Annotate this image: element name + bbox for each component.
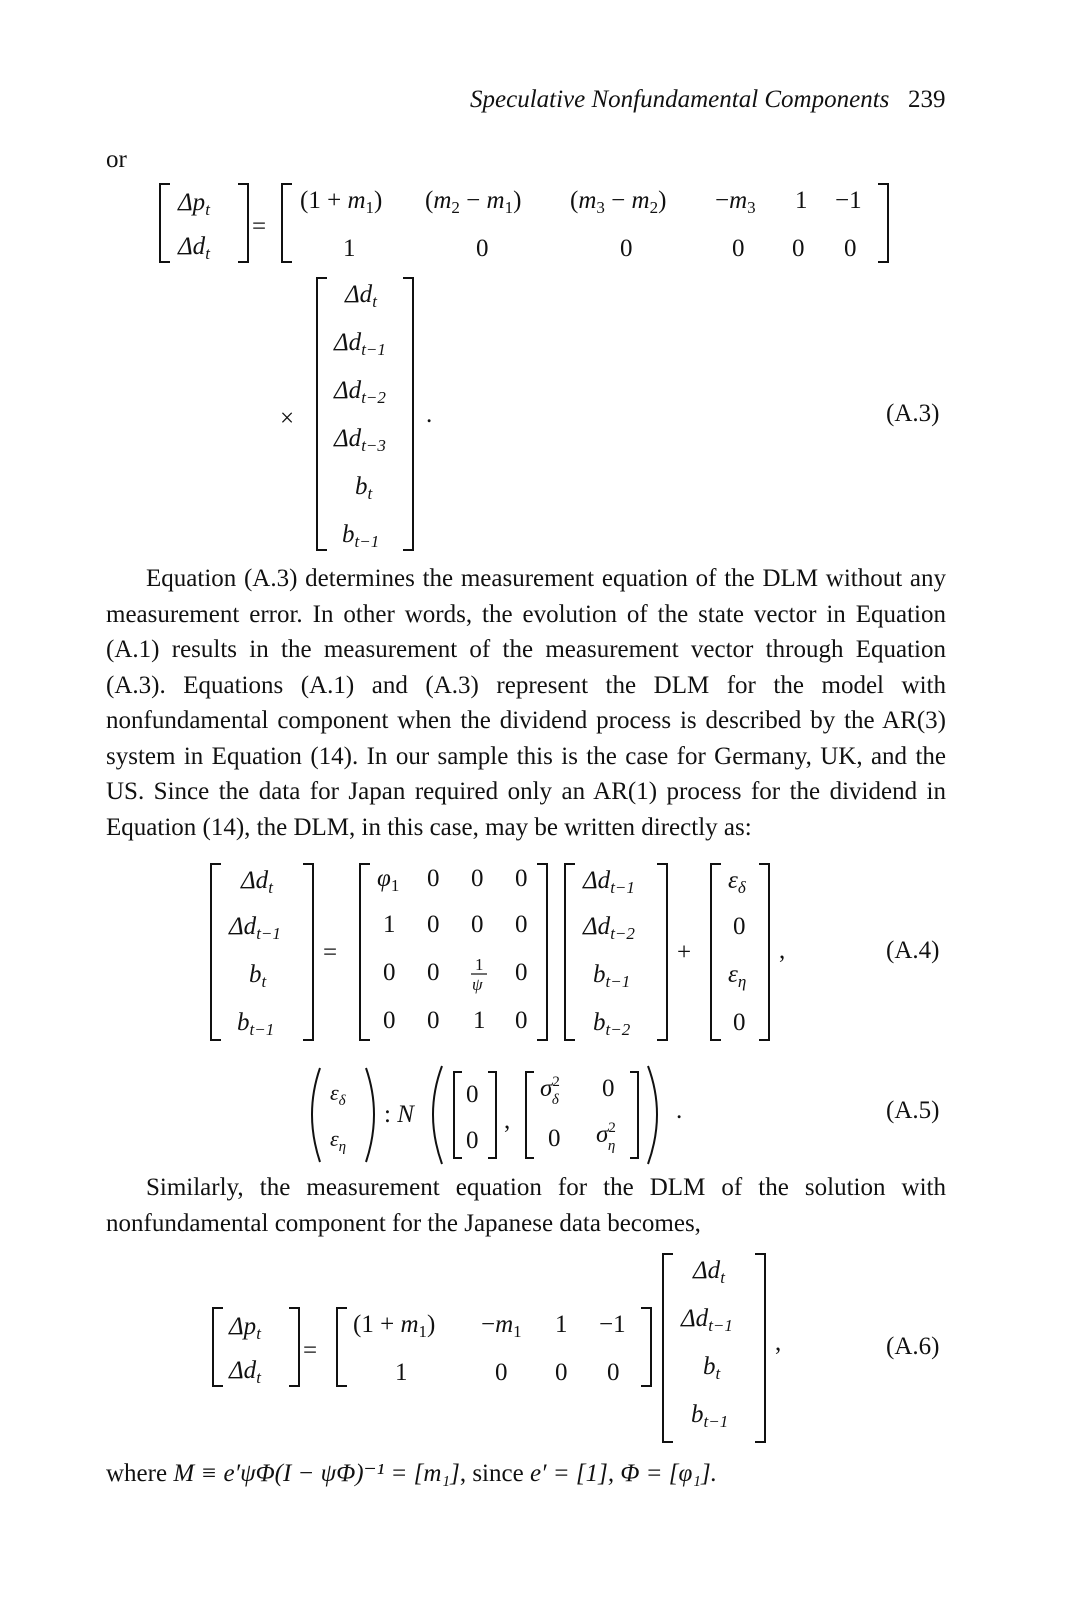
- matrix-a3-r2c4: 0: [732, 235, 745, 262]
- svg-text:0: 0: [607, 1359, 620, 1386]
- svg-text:0: 0: [383, 959, 396, 986]
- period: .: [426, 401, 433, 428]
- svg-text:0: 0: [548, 1125, 561, 1152]
- equation-number-a4: (A.4): [886, 937, 940, 964]
- matrix-a3-r2c6: 0: [844, 235, 857, 262]
- svg-text:,: ,: [504, 1107, 511, 1134]
- lhs-dp: $\Delta p_t$: [178, 189, 210, 219]
- times-sign: ×: [280, 405, 295, 432]
- matrix-a3-r2c2: 0: [476, 235, 489, 262]
- lhs-dd: $\Delta d_t$: [178, 233, 210, 263]
- closing-line: [106, 1458, 717, 1488]
- vec-a3-3: $\Delta d_{t-2}$: [334, 377, 386, 407]
- page-number: 239: [908, 86, 946, 113]
- closing-where: where: [106, 1460, 168, 1487]
- svg-text:0: 0: [733, 913, 746, 940]
- svg-text:0: 0: [427, 1007, 440, 1034]
- matrix-a3-r1c2: $(m_2 - m_1)$: [425, 187, 522, 217]
- equation-a4: [205, 858, 805, 1048]
- matrix-a3-r1c6: −1: [835, 187, 862, 214]
- equation-a5: [300, 1062, 700, 1172]
- svg-text:Δdt: $\Delta d_t$: [229, 1357, 261, 1387]
- equation-a6: [205, 1248, 805, 1448]
- svg-text:0: 0: [515, 1007, 528, 1034]
- matrix-a3-r1c1: $(1 + m_1)$: [300, 187, 383, 217]
- matrix-a3-r1c4: $-m_3$: [715, 187, 756, 217]
- svg-text:=: =: [303, 1337, 318, 1364]
- svg-text:0: 0: [555, 1359, 568, 1386]
- svg-text:,: ,: [775, 1329, 782, 1356]
- svg-text:−m1: $-m_1$: [481, 1311, 522, 1341]
- svg-text:1: 1: [383, 911, 396, 938]
- svg-text:εη: $\varepsilon_\eta$: [728, 961, 747, 991]
- svg-text:0: 0: [427, 865, 440, 892]
- equation-number-a6: (A.6): [886, 1333, 940, 1360]
- svg-text:0: 0: [427, 959, 440, 986]
- svg-text:+: +: [677, 939, 692, 966]
- vec-a3-5: $b_t$: [355, 473, 373, 503]
- equation-number-a3: (A.3): [886, 400, 940, 427]
- svg-text:.: .: [676, 1097, 683, 1124]
- svg-text:: N: : N: [384, 1101, 414, 1128]
- equation-a3: [150, 176, 890, 556]
- running-header: Speculative Nonfundamental Components: [470, 86, 890, 113]
- svg-text:Δdt−1: $\Delta d_{t-1}$: [583, 867, 635, 897]
- svg-text:0: 0: [466, 1127, 479, 1154]
- closing-tail: e′ = [1], Φ = [φ₁].: [529, 1460, 717, 1487]
- svg-text:Δdt−2: $\Delta d_{t-2}$: [583, 913, 635, 943]
- paragraph-2: [106, 1170, 946, 1241]
- svg-text:1: 1: [473, 1007, 486, 1034]
- svg-text:0: 0: [471, 865, 484, 892]
- svg-text:Δdt−1: $\Delta d_{t-1}$: [229, 913, 281, 943]
- paragraph-1: [106, 561, 946, 845]
- svg-text:bt−1: $b_{t-1}$: [237, 1009, 275, 1039]
- svg-text:0: 0: [495, 1359, 508, 1386]
- svg-text:0: 0: [515, 911, 528, 938]
- svg-text:σ2δ: $\sigma^2$ δ: [540, 1074, 560, 1108]
- paragraph-2-text: Similarly, the measurement equation for the DLM of the solution with nonfundamental component for the Japanese data becomes,: [106, 1174, 946, 1237]
- svg-text:ψ: ψ: [472, 975, 483, 994]
- equation-number-a5: (A.5): [886, 1097, 940, 1124]
- paragraph-1-text: Equation (A.3) determines the measurement equation of the DLM without any measurement error. In other words, the evolution of the state vector in Equation (A.1) results in the measurement of the measurement vector through Equation (A.3). Equations (A.1) and (A.3) represent the DLM for the model with nonfundamental component when the dividend process is described by the AR(3) system in Equation (14). In our sample this is the case for Germany, UK, and the US. Since the data for Japan required only an AR(1) process for the dividend in Equation (14), the DLM, in this case, may be written directly as:: [106, 565, 946, 841]
- svg-text:bt: $b_t$: [703, 1353, 721, 1383]
- svg-text:0: 0: [466, 1081, 479, 1108]
- vec-a3-1: $\Delta d_t$: [345, 281, 377, 311]
- svg-text:bt: $b_t$: [249, 961, 267, 991]
- svg-text:bt−1: $b_{t-1}$: [593, 961, 631, 991]
- svg-text:εη: $\varepsilon_\eta$: [330, 1126, 347, 1155]
- matrix-a3-r2c5: 0: [792, 235, 805, 262]
- svg-text:(1 + m1): $(1 + m_1)$: [353, 1311, 436, 1341]
- svg-text:bt−1: $b_{t-1}$: [691, 1401, 729, 1431]
- closing-formula: M ≡ e′ψΦ(I − ψΦ)⁻¹ = [m₁]: [173, 1460, 460, 1487]
- svg-text:Δdt−1: $\Delta d_{t-1}$: [681, 1305, 733, 1335]
- svg-text:0: 0: [515, 959, 528, 986]
- svg-text:1: 1: [475, 955, 484, 974]
- matrix-a3-r1c5: 1: [795, 187, 808, 214]
- svg-text:=: =: [323, 939, 338, 966]
- vec-a3-4: $\Delta d_{t-3}$: [334, 425, 386, 455]
- svg-text:φ1: $\varphi_1$: [377, 865, 400, 895]
- svg-text:1: 1: [555, 1311, 568, 1338]
- svg-text:1: 1: [395, 1359, 408, 1386]
- svg-text:0: 0: [602, 1075, 615, 1102]
- vec-a3-2: $\Delta d_{t-1}$: [334, 329, 386, 359]
- svg-text:0: 0: [427, 911, 440, 938]
- svg-text:0: 0: [733, 1009, 746, 1036]
- svg-text:σ2η: $\sigma^2$ η: [596, 1120, 616, 1154]
- matrix-a3-r2c3: 0: [620, 235, 633, 262]
- matrix-a3-r1c3: $(m_3 - m_2)$: [570, 187, 667, 217]
- svg-text:−1: −1: [599, 1311, 626, 1338]
- svg-text:Δdt: $\Delta d_t$: [241, 867, 273, 897]
- svg-text:εδ: $\varepsilon_\delta$: [728, 867, 746, 897]
- closing-since: , since: [459, 1460, 524, 1487]
- lead-word: or: [106, 146, 127, 173]
- matrix-a3-r2c1: 1: [343, 235, 356, 262]
- svg-text:,: ,: [779, 937, 786, 964]
- svg-text:0: 0: [383, 1007, 396, 1034]
- svg-text:Δpt: $\Delta p_t$: [229, 1313, 261, 1343]
- svg-text:bt−2: $b_{t-2}$: [593, 1009, 631, 1039]
- svg-text:0: 0: [515, 865, 528, 892]
- vec-a3-6: $b_{t-1}$: [342, 521, 380, 551]
- svg-text:εδ: $\varepsilon_\delta$: [330, 1080, 346, 1109]
- svg-text:Δdt: $\Delta d_t$: [693, 1257, 725, 1287]
- equals-sign: =: [252, 213, 267, 240]
- svg-text:0: 0: [471, 911, 484, 938]
